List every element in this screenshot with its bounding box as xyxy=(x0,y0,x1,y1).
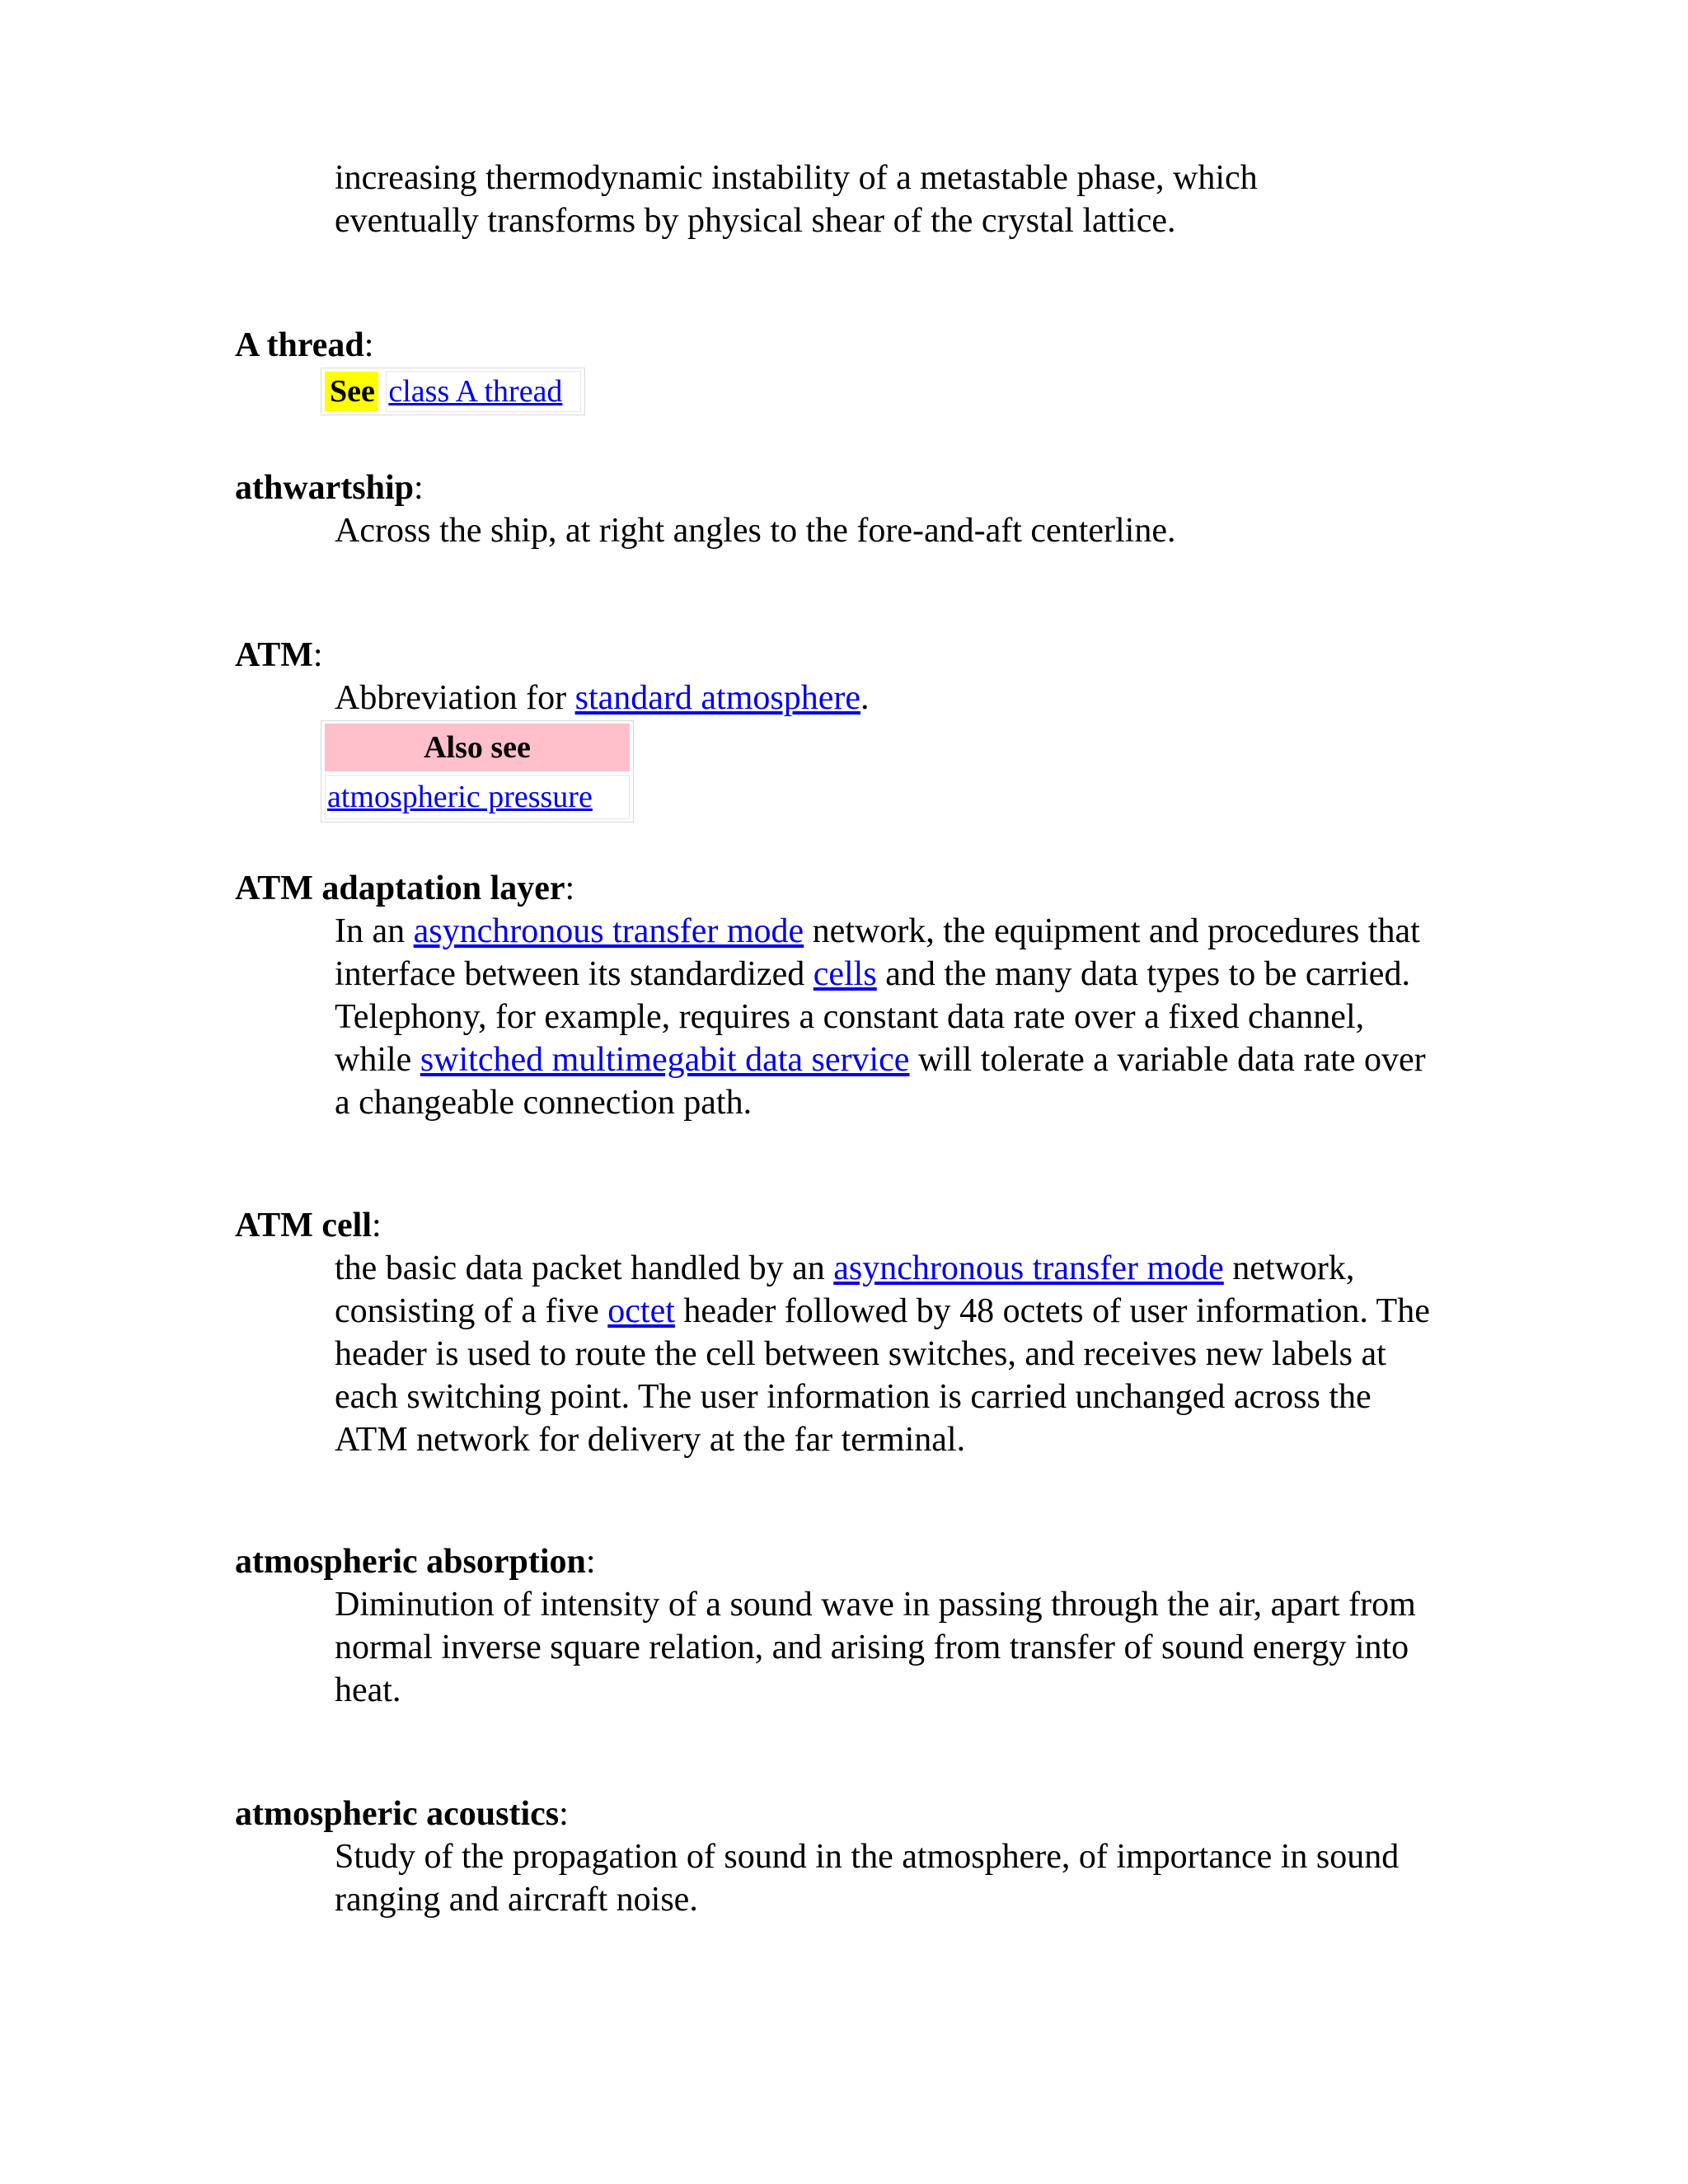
definition-text: and the many data types to be carried. Telephony, for example, requires a constant data rate over a fixed channel, while xyxy=(335,955,1410,1079)
see-link-class-a-thread[interactable]: class A thread xyxy=(388,374,563,409)
term-colon: : xyxy=(585,1543,596,1581)
term-heading xyxy=(235,867,1471,910)
term-colon: : xyxy=(414,469,424,507)
also-see-item xyxy=(325,775,630,819)
definition xyxy=(335,1247,1439,1461)
term-text: ATM xyxy=(235,636,313,674)
term-text: atmospheric absorption xyxy=(235,1543,586,1581)
link-asynchronous-transfer-mode[interactable]: asynchronous transfer mode xyxy=(833,1249,1224,1287)
fragment-definition xyxy=(335,157,1439,242)
definition: Diminution of intensity of a sound wave in passing through the air, apart from normal inverse square relation, and arising from transfer of sound energy into heat. xyxy=(335,1586,1416,1709)
entry-atm-cell xyxy=(235,1204,1471,1461)
definition: Across the ship, at right angles to the fore-and-aft centerline. xyxy=(335,512,1176,550)
entry-atmospheric-acoustics xyxy=(235,1793,1471,1921)
definition-text: In an xyxy=(335,912,414,950)
definition-text: network, the equipment and procedures that interface between its standardized xyxy=(335,912,1420,993)
link-asynchronous-transfer-mode[interactable]: asynchronous transfer mode xyxy=(413,912,804,950)
see-label: See xyxy=(325,372,378,411)
term-heading xyxy=(235,466,1471,509)
term-heading xyxy=(235,324,1471,367)
link-atmospheric-pressure[interactable]: atmospheric pressure xyxy=(327,780,593,814)
term-colon: : xyxy=(372,1207,382,1244)
definition xyxy=(335,910,1439,1124)
fragment-entry xyxy=(235,157,1471,242)
entry-a-thread xyxy=(235,324,1471,415)
link-octet[interactable]: octet xyxy=(607,1292,675,1330)
link-standard-atmosphere[interactable]: standard atmosphere xyxy=(574,679,860,717)
also-see-header: Also see xyxy=(325,724,630,771)
also-see-box xyxy=(321,720,634,823)
term-colon: : xyxy=(565,869,575,907)
term-heading xyxy=(235,1204,1471,1247)
see-link-cell xyxy=(386,371,581,412)
term-colon: : xyxy=(559,1795,569,1833)
definition-text: network, consisting of a five xyxy=(335,1249,1355,1330)
link-cells[interactable]: cells xyxy=(813,955,877,993)
term-text: ATM adaptation layer xyxy=(235,869,565,907)
definition xyxy=(335,677,1439,719)
term-heading xyxy=(235,1540,1471,1583)
definition-text: Abbreviation for xyxy=(335,679,575,717)
definition-text: the basic data packet handled by an xyxy=(335,1249,834,1287)
entry-atmospheric-absorption xyxy=(235,1540,1471,1712)
term-colon: : xyxy=(363,326,374,364)
link-switched-multimegabit-data-service[interactable]: switched multimegabit data service xyxy=(420,1041,910,1079)
entry-atm xyxy=(235,634,1471,823)
term-colon: : xyxy=(312,636,323,674)
definition-text: will tolerate a variable data rate over a changeable connection path. xyxy=(335,1041,1426,1122)
term-heading xyxy=(235,634,1471,677)
fragment-line-1: increasing thermodynamic instability of a metastable phase, which xyxy=(335,159,1258,197)
entry-athwartship xyxy=(235,466,1471,552)
term-text: A thread xyxy=(235,326,364,364)
term-text: ATM cell xyxy=(235,1207,372,1244)
see-box xyxy=(321,368,585,415)
term-heading xyxy=(235,1793,1471,1835)
definition: Study of the propagation of sound in the atmosphere, of importance in sound ranging and aircraft noise. xyxy=(335,1838,1400,1919)
fragment-line-2: eventually transforms by physical shear of the crystal lattice. xyxy=(335,202,1176,240)
definition-text: . xyxy=(860,679,870,717)
term-text: atmospheric acoustics xyxy=(235,1795,560,1833)
definition-text: header followed by 48 octets of user information. The header is used to route the cell between switches, and receives new labels at each switching point. The user information is carried unchanged across the ATM network for delivery at the far terminal. xyxy=(335,1292,1430,1459)
term-text: athwartship xyxy=(235,469,415,507)
entry-atm-adaptation-layer xyxy=(235,867,1471,1124)
